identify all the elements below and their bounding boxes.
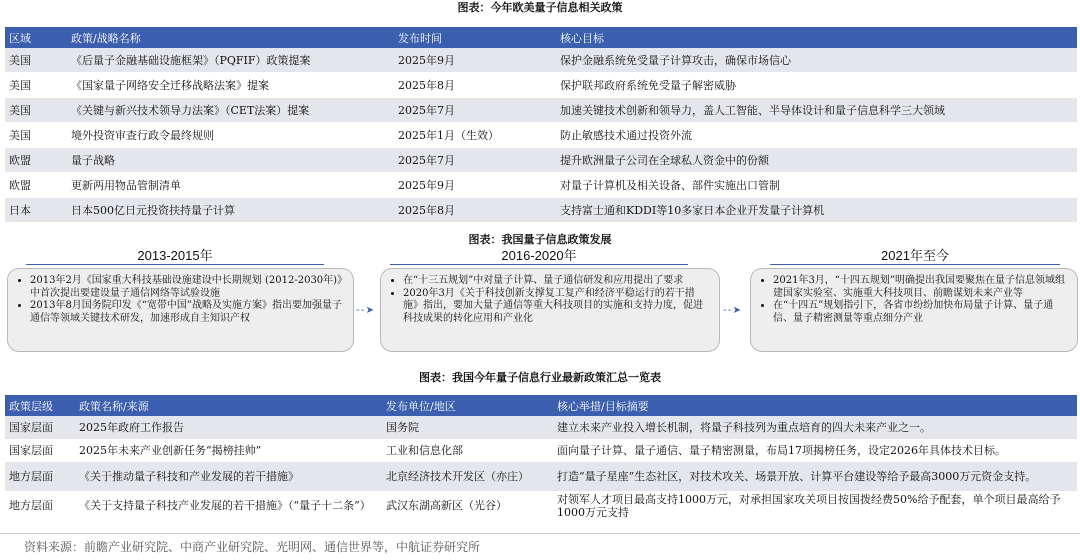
divider [0, 533, 1080, 534]
cell-region: 美国 [5, 98, 67, 123]
cell-goal: 防止敏感技术通过投资外流 [556, 123, 1077, 148]
arrow-right-icon: - - ➤ [723, 305, 740, 316]
table-row [5, 48, 1077, 73]
cell-summary: 打造“量子星座”生态社区，对技术攻关、场景开放、计算平台建设等给予最高3000万元资金支持。 [553, 462, 1077, 491]
cell-goal: 对量子计算机及相关设备、部件实施出口管制 [556, 173, 1077, 198]
cell-date: 2025年7月 [394, 98, 556, 123]
cell-region: 欧盟 [5, 148, 67, 173]
cell-date: 2025年8月 [394, 73, 556, 98]
cell-issuer: 国务院 [382, 416, 553, 439]
cell-policy: 《关于推动量子科技和产业发展的若干措施》 [75, 462, 382, 491]
cell-level: 国家层面 [5, 416, 75, 439]
cell-goal: 加速关键技术创新和领导力，盖人工智能、半导体设计和量子信息科学三大领域 [556, 98, 1077, 123]
col-header-goal: 核心目标 [556, 27, 1077, 48]
table-row [5, 173, 1077, 198]
eu-us-policy-table [5, 27, 1077, 223]
cell-goal: 保护金融系统免受量子计算攻击，确保市场信心 [556, 48, 1077, 73]
period-underline-3 [770, 264, 1060, 265]
cell-goal: 提升欧洲量子公司在全球私人资金中的份额 [556, 148, 1077, 173]
cell-policy: 2025年未来产业创新任务“揭榜挂帅” [75, 439, 382, 462]
cell-goal: 保护联邦政府系统免受量子解密威胁 [556, 73, 1077, 98]
period-label-2: 2016-2020年 [501, 248, 577, 263]
cell-date: 2025年9月 [394, 48, 556, 73]
cell-goal: 支持富士通和KDDI等10多家日本企业开发量子计算机 [556, 198, 1077, 223]
table-row [5, 198, 1077, 223]
cell-level: 地方层面 [5, 491, 75, 520]
cell-level: 地方层面 [5, 462, 75, 491]
period-underline-2 [390, 264, 688, 265]
col-header-policy: 政策名称/来源 [75, 395, 382, 416]
cell-issuer: 武汉东湖高新区（光谷） [382, 491, 553, 520]
table-row [5, 98, 1077, 123]
cell-policy: 量子战略 [67, 148, 394, 173]
cell-region: 日本 [5, 198, 67, 223]
cell-region: 欧盟 [5, 173, 67, 198]
cell-date: 2025年9月 [394, 173, 556, 198]
arrow-right-icon: - - ➤ [356, 305, 373, 316]
col-header-issuer: 发布单位/地区 [382, 395, 553, 416]
cell-date: 2025年8月 [394, 198, 556, 223]
cell-level: 国家层面 [5, 439, 75, 462]
table-row [5, 491, 1077, 520]
list-item: • 2021年3月，“十四五规划”明确提出我国要聚焦在量子信息领域组建国家实验室、实施重大科技项目、前瞻谋划未来产业等 [773, 275, 1067, 300]
col-header-date: 发布时间 [394, 27, 556, 48]
table-row [5, 439, 1077, 462]
list-item: • 2013年2月《国家重大科技基础设施建设中长期规划 (2012-2030年)》中首次提出要建设量子通信网络等试验设施 [30, 275, 343, 300]
cell-issuer: 北京经济技术开发区（亦庄） [382, 462, 553, 491]
table-row [5, 148, 1077, 173]
period-label-3: 2021年至今 [881, 248, 949, 263]
col-header-policy: 政策/战略名称 [67, 27, 394, 48]
col-header-summary: 核心举措/目标摘要 [553, 395, 1077, 416]
table-row [5, 462, 1077, 491]
cell-region: 美国 [5, 48, 67, 73]
cell-summary: 面向量子计算、量子通信、量子精密测量，布局17项揭榜任务，设定2026年具体技术目标。 [553, 439, 1077, 462]
period-underline-1 [26, 264, 324, 265]
period-box-1 [7, 268, 354, 352]
cell-policy: 《关于支持量子科技产业发展的若干措施》（“量子十二条”） [75, 491, 382, 520]
col-header-level: 政策层级 [5, 395, 75, 416]
table3-caption: 图表：我国今年量子信息行业最新政策汇总一览表 [419, 371, 661, 384]
period-box-3 [750, 268, 1078, 352]
cell-summary: 建立未来产业投入增长机制，将量子科技列为重点培育的四大未来产业之一。 [553, 416, 1077, 439]
china-policy-table [5, 395, 1077, 520]
list-item: • 2013年8月国务院印发《“宽带中国”战略及实施方案》指出要加强量子通信等领域关键技术研发，加速形成自主知识产权 [30, 300, 343, 325]
cell-policy: 日本500亿日元投资扶持量子计算 [67, 198, 394, 223]
cell-policy: 境外投资审查行政令最终规则 [67, 123, 394, 148]
list-item: • 2020年3月《关于科技创新支撑复工复产和经济平稳运行的若干措施》指出，要加大量子通信等重大科技项目的实施和支持力度，促进科技成果的转化应用和产业化 [403, 288, 709, 326]
cell-policy: 《关键与新兴技术领导力法案》（CET法案）提案 [67, 98, 394, 123]
source-note: 资料来源：前瞻产业研究院、中商产业研究院、光明网、通信世界等，中航证券研究所 [24, 540, 481, 554]
cell-policy: 《国家量子网络安全迁移战略法案》提案 [67, 73, 394, 98]
cell-issuer: 工业和信息化部 [382, 439, 553, 462]
timeline-caption: 图表：我国量子信息政策发展 [468, 233, 612, 246]
list-item: • 在“十三五规划”中对量子计算、量子通信研发和应用提出了要求 [403, 275, 709, 288]
cell-date: 2025年7月 [394, 148, 556, 173]
list-item: • 在“十四五”规划指引下，各省市纷纷加快布局量子计算、量子通信、量子精密测量等重点细分产业 [773, 300, 1067, 325]
cell-region: 美国 [5, 123, 67, 148]
cell-policy: 更新两用物品管制清单 [67, 173, 394, 198]
period-box-2 [380, 268, 720, 352]
cell-region: 美国 [5, 73, 67, 98]
table-row [5, 416, 1077, 439]
col-header-region: 区域 [5, 27, 67, 48]
table-header-row [5, 27, 1077, 48]
cell-date: 2025年1月（生效） [394, 123, 556, 148]
table-header-row [5, 395, 1077, 416]
cell-policy: 《后量子金融基础设施框架》（PQFIF）政策提案 [67, 48, 394, 73]
table1-caption: 图表：今年欧美量子信息相关政策 [457, 1, 623, 14]
table-row [5, 73, 1077, 98]
cell-summary: 对领军人才项目最高支持1000万元，对承担国家攻关项目按国拨经费50%给予配套，单个项目最高给予1000万元支持 [553, 491, 1077, 520]
table-row [5, 123, 1077, 148]
cell-policy: 2025年政府工作报告 [75, 416, 382, 439]
period-label-1: 2013-2015年 [137, 248, 213, 263]
